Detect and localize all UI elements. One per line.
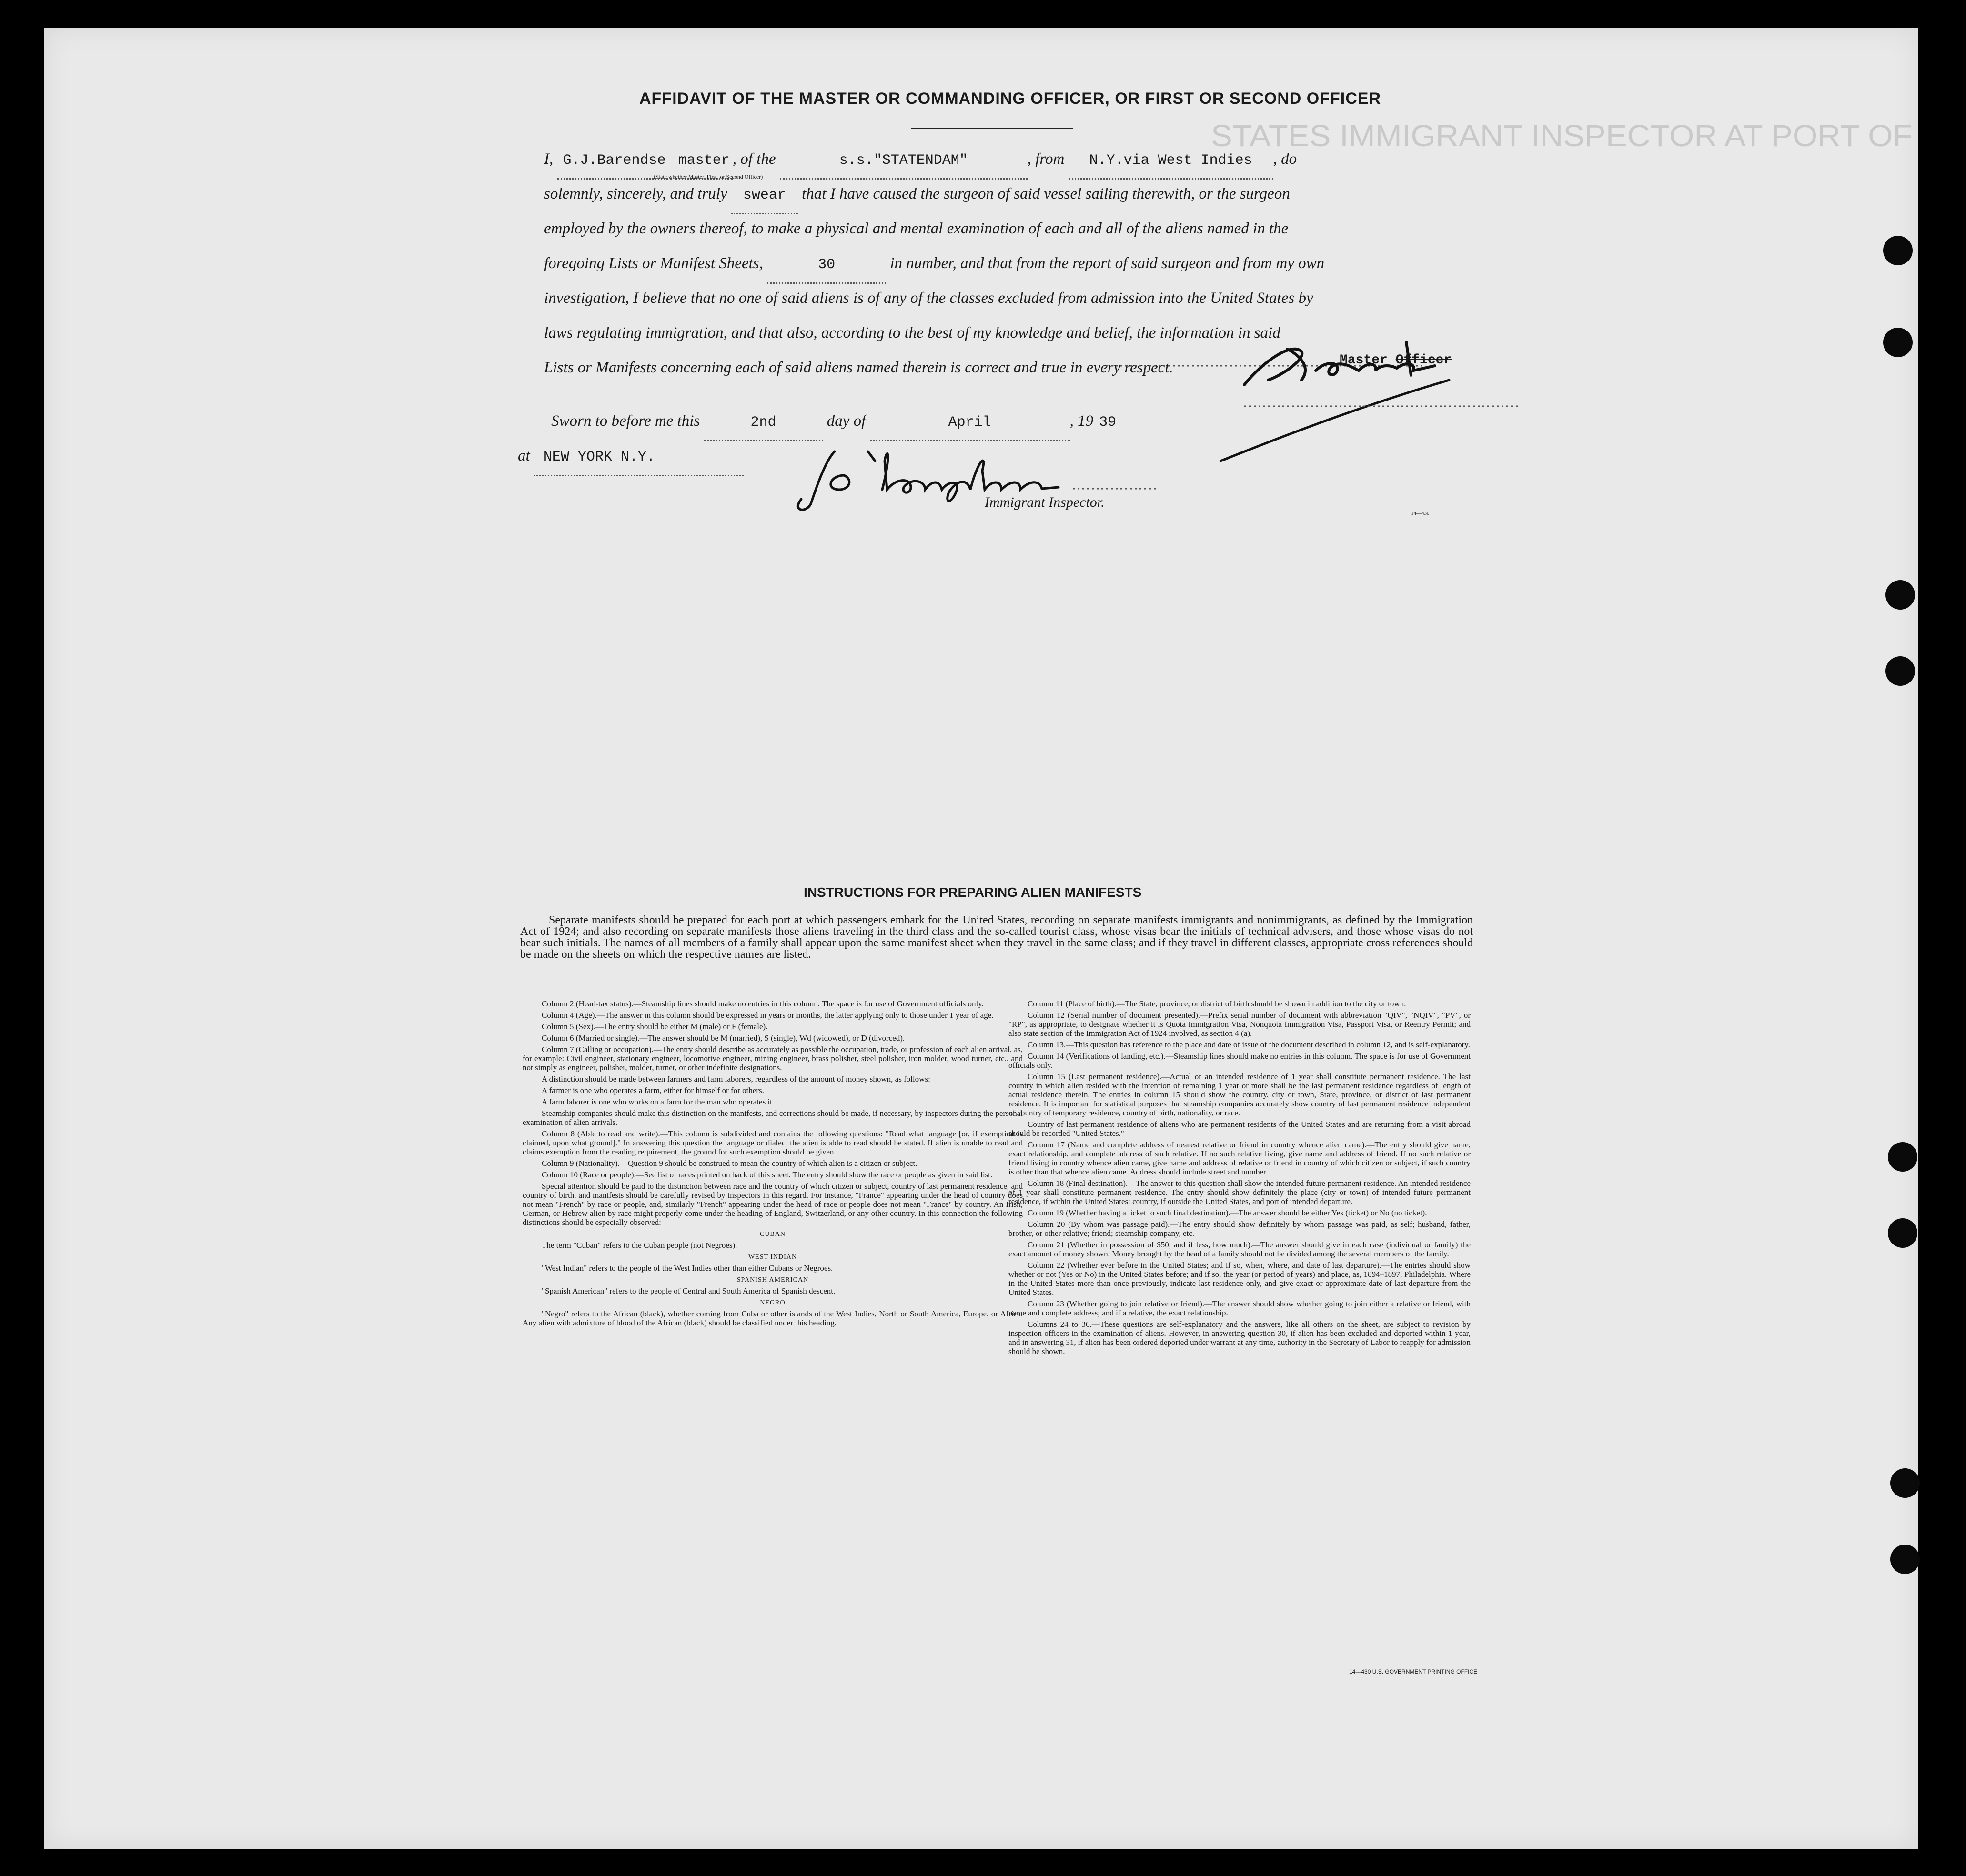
instr-col24-36: Columns 24 to 36.—These questions are self-explanatory and the answers, like all others on the sheet, are subject to revision by inspection officers in the examination of aliens. However, in answering question 30, if alien has been excluded and deported within 1 year, and in answering 31, if alien has been ordered deported under warrant at any time, authority in the Secretary of Labor to reapply for admission should be shown.	[1008, 1320, 1471, 1356]
heading-negro: NEGRO	[760, 1299, 786, 1306]
sworn-place-line: at NEW YORK N.Y.	[518, 439, 744, 476]
instr-negro: "Negro" refers to the African (black), whether coming from Cuba or other islands of the West Indies, North or South America, Europe, or Africa. Any alien with admixture of blood of the African (black) should be classified under this heading.	[523, 1309, 1023, 1327]
punch-hole	[1883, 328, 1913, 357]
affidavit-title: AFFIDAVIT OF THE MASTER OR COMMANDING OFFICER, OR FIRST OR SECOND OFFICER	[639, 90, 1381, 108]
instr-farm-laborer: A farm laborer is one who works on a farm for the man who operates it.	[542, 1097, 775, 1106]
instructions-title: INSTRUCTIONS FOR PREPARING ALIEN MANIFESTS	[804, 885, 1142, 900]
vessel-name-field: s.s."STATENDAM"	[780, 143, 1028, 180]
instructions-left-column	[523, 999, 1023, 1330]
title-rule	[911, 128, 1073, 129]
instr-col5: Column 5 (Sex).—The entry should be either M (male) or F (female).	[542, 1022, 768, 1031]
instr-col11: Column 11 (Place of birth).—The State, province, or district of birth should be shown in addition to the city or town.	[1028, 999, 1406, 1008]
instructions-intro: Separate manifests should be prepared for each port at which passengers embark for the United States, recording on separate manifests immigrants and nonimmigrants, as defined by the Immigration Act of 1924; and also recording on separate manifests those aliens traveling in the third class and the so-called tourist class, whose visas bear the initials of technical advisers, and those whose visas do not bear such initials. The names of all members of a family shall appear upon the same manifest sheet when they travel in the same class; and if they travel in different classes, appropriate cross references should be made on the sheets on which the respective names are listed.	[520, 914, 1473, 961]
rank-caption: (State whether Master, First, or Second Officer)	[654, 173, 763, 180]
bleed-through-heading: STATES IMMIGRANT INSPECTOR AT PORT OF	[1211, 119, 1913, 153]
instr-spanish-american: "Spanish American" refers to the people of Central and South America of Spanish descent.	[542, 1286, 836, 1295]
sworn-place-field: NEW YORK N.Y.	[534, 440, 744, 476]
instr-col10: Column 10 (Race or people).—See list of races printed on back of this sheet. The entry should show the race or people as given in said list.	[542, 1170, 993, 1179]
affidavit-line-5: investigation, I believe that no one of said aliens is of any of the classes excluded from admission into the United States by	[544, 290, 1313, 307]
punch-hole	[1888, 1218, 1917, 1248]
instr-col21: Column 21 (Whether in possession of $50, and if less, how much).—The answer should give in each case (individual or family) the exact amount of money shown. Money brought by the head of a family should not be divided among the several members of the family.	[1008, 1240, 1471, 1258]
instr-col9: Column 9 (Nationality).—Question 9 should be construed to mean the country of which alien is a citizen or subject.	[542, 1159, 917, 1168]
punch-hole	[1885, 656, 1915, 686]
instr-col6: Column 6 (Married or single).—The answer should be M (married), S (single), Wd (widowed), or D (divorced).	[542, 1033, 905, 1043]
struck-officer-text: Officer	[1395, 353, 1452, 368]
punch-hole	[1890, 1468, 1920, 1498]
affidavit-line-7: Lists or Manifests concerning each of said aliens named therein is correct and true in every respect.	[544, 359, 1173, 376]
heading-spanish-american: SPANISH AMERICAN	[736, 1276, 809, 1284]
instr-col18: Column 18 (Final destination).—The answer to this question shall show the intended future permanent residence. An intended residence of 1 year shall constitute permanent residence. The entry should show definitely the place (city or town) of intended future permanent residence, if within the United States; country, if outside the United States, and port of intended departure.	[1008, 1179, 1471, 1206]
sworn-line: Sworn to before me this 2nd day of April , 19 39	[551, 404, 1122, 441]
instr-col13: Column 13.—This question has reference to the place and date of issue of the document described in column 12, and is self-explanatory.	[1028, 1040, 1470, 1049]
instr-col4: Column 4 (Age).—The answer in this column should be expressed in years or months, the latter applying only to those under 1 year of age.	[542, 1011, 994, 1020]
inspector-caption: Immigrant Inspector.	[985, 494, 1105, 510]
instr-col12: Column 12 (Serial number of document presented).—Prefix serial number of document with abbreviation "QIV", "NQIV", "PV", or "RP", as appropriate, to designate whether it is Quota Immigration Visa, Nonquota Immigration Visa, Passport Visa, or Reentry Permit; and also state section of the Immigration Act of 1924 involved, as section 4 (a).	[1008, 1011, 1471, 1038]
punch-hole	[1885, 580, 1915, 610]
inspector-signature	[773, 432, 1163, 518]
printing-office-footer: 14—430 U.S. GOVERNMENT PRINTING OFFICE	[1349, 1668, 1478, 1675]
punch-hole	[1888, 1142, 1917, 1172]
instr-west-indian: "West Indian" refers to the people of the West Indies other than either Cubans or Negroes.	[542, 1264, 833, 1273]
affidavit-line-3: employed by the owners thereof, to make a physical and mental examination of each and all of the aliens named in the	[544, 220, 1289, 237]
instr-farmer: A farmer is one who operates a farm, either for himself or for others.	[542, 1086, 764, 1095]
affidavit-line-4: foregoing Lists or Manifest Sheets, 30 in number, and that from the report of said surgeon and from my own	[544, 246, 1324, 284]
affidavit-line-1: I, G.J.Barendse master , of the s.s."STATENDAM" , from N.Y.via West Indies , do	[544, 142, 1297, 180]
affidavit-line-2: solemnly, sincerely, and truly swear that I have caused the surgeon of said vessel sailing therewith, or the surgeon	[544, 177, 1290, 214]
instr-us-residents: Country of last permanent residence of aliens who are permanent residents of the United States and are returning from a visit abroad should be recorded "United States."	[1008, 1120, 1471, 1138]
signer-title: Master Officer	[1340, 353, 1452, 368]
sworn-year-field: 39	[1099, 414, 1117, 431]
document-sheet	[44, 28, 1918, 1849]
instructions-right-column	[1008, 999, 1471, 1358]
instr-col7: Column 7 (Calling or occupation).—The entry should describe as accurately as possible the occupation, trade, or profession of each alien arrival, as, for example: Civil engineer, stationary engineer, locomotive engineer, mining engineer, brass polisher, steel polisher, iron molder, wood turner, etc., and not simply as engineer, polisher, molder, turner, or other indefinite designations.	[523, 1045, 1023, 1072]
instr-col15: Column 15 (Last permanent residence).—Actual or an intended residence of 1 year shall constitute permanent residence. The last country in which alien resided with the intention of remaining 1 year or more shall be the last permanent residence regardless of length of actual residence therein. The entries in column 15 should show the country, city or town, State, province, or district of last permanent residence. It is important for statistical purposes that steamship companies accurately show country of last permanent residence independent of country of temporary residence, country of birth, nationality, or race.	[1008, 1072, 1471, 1117]
officer-name-field: G.J.Barendse	[557, 143, 672, 180]
sworn-month-field: April	[870, 405, 1070, 441]
sworn-day-field: 2nd	[704, 405, 823, 441]
origin-port-field: N.Y.via West Indies	[1069, 143, 1273, 180]
instr-cuban: The term "Cuban" refers to the Cuban people (not Negroes).	[542, 1241, 737, 1250]
instr-col22: Column 22 (Whether ever before in the United States; and if so, when, where, and date of last departure).—The entries should show whether or not (Yes or No) in the United States before; and if so, the year (or period of years) and place, as, 1894–1897, Philadelphia. Where in the United States more than once previously, indicate last residence only, and give exact or approximate date of last departure from the United States.	[1008, 1261, 1471, 1297]
officer-rank-field: master	[675, 143, 733, 180]
instr-col2: Column 2 (Head-tax status).—Steamship lines should make no entries in this column. The space is for use of Government officials only.	[542, 999, 984, 1008]
instr-race-distinction: Special attention should be paid to the distinction between race and the country of which citizen or subject, country of last permanent residence, and country of birth, and manifests should be carefully revised by inspectors in this regard. For instance, "France" appearing under the head of country does not mean "French" by race or people, and, similarly "French" appearing under the head of race or people does not mean "France" by country. An Irish, German, or Hebrew alien by race might properly come under the heading of England, Switzerland, or any other country. In this connection the following distinctions should be especially observed:	[523, 1182, 1023, 1227]
heading-west-indian: WEST INDIAN	[748, 1254, 797, 1261]
affidavit-line-6: laws regulating immigration, and that also, according to the best of my knowledge and belief, the information in said	[544, 324, 1280, 341]
instr-col20: Column 20 (By whom was passage paid).—The entry should show definitely by whom passage was paid, as self; husband, father, brother, or other relative; friend; steamship company, etc.	[1008, 1220, 1471, 1238]
sheet-count-field: 30	[767, 248, 886, 284]
instr-col8: Column 8 (Able to read and write).—This column is subdivided and contains the following questions: "Read what language [or, if exemption is claimed, upon what ground]." In answering this question the language or dialect the alien is able to read should be stated. If alien is unable to read and claims exemption from the reading requirement, the ground for such exemption should be given.	[523, 1129, 1023, 1156]
heading-cuban: CUBAN	[759, 1231, 786, 1238]
oath-field: swear	[731, 178, 798, 214]
instr-col19: Column 19 (Whether having a ticket to such final destination).—The answer should be either Yes (ticket) or No (no ticket).	[1028, 1208, 1427, 1217]
instr-steamship-note: Steamship companies should make this distinction on the manifests, and corrections should be made, if necessary, by inspectors during the personal examination of alien arrivals.	[523, 1109, 1023, 1127]
form-number: 14—430	[1411, 511, 1430, 516]
punch-hole	[1890, 1545, 1920, 1574]
instr-farm-distinction: A distinction should be made between farmers and farm laborers, regardless of the amount of money shown, as follows:	[542, 1074, 930, 1083]
instr-col14: Column 14 (Verifications of landing, etc.).—Steamship lines should make no entries in this column. The space is for use of Government officials only.	[1008, 1052, 1471, 1070]
instr-col23: Column 23 (Whether going to join relative or friend).—The answer should show whether going to join either a relative or friend, with name and complete address; and if a relative, the exact relationship.	[1008, 1299, 1471, 1317]
master-signature	[1101, 323, 1530, 466]
instr-col17: Column 17 (Name and complete address of nearest relative or friend in country whence alien came).—The entry should give name, exact relationship, and complete address of such relative. If no such relative living, give name and address of friend. If no such relative or friend living in country whence alien came, give name and address of relative or friend in country of which citizen or subject, if such country is other than that whence alien came. Address should include street and number.	[1008, 1140, 1471, 1176]
punch-hole	[1883, 236, 1913, 265]
